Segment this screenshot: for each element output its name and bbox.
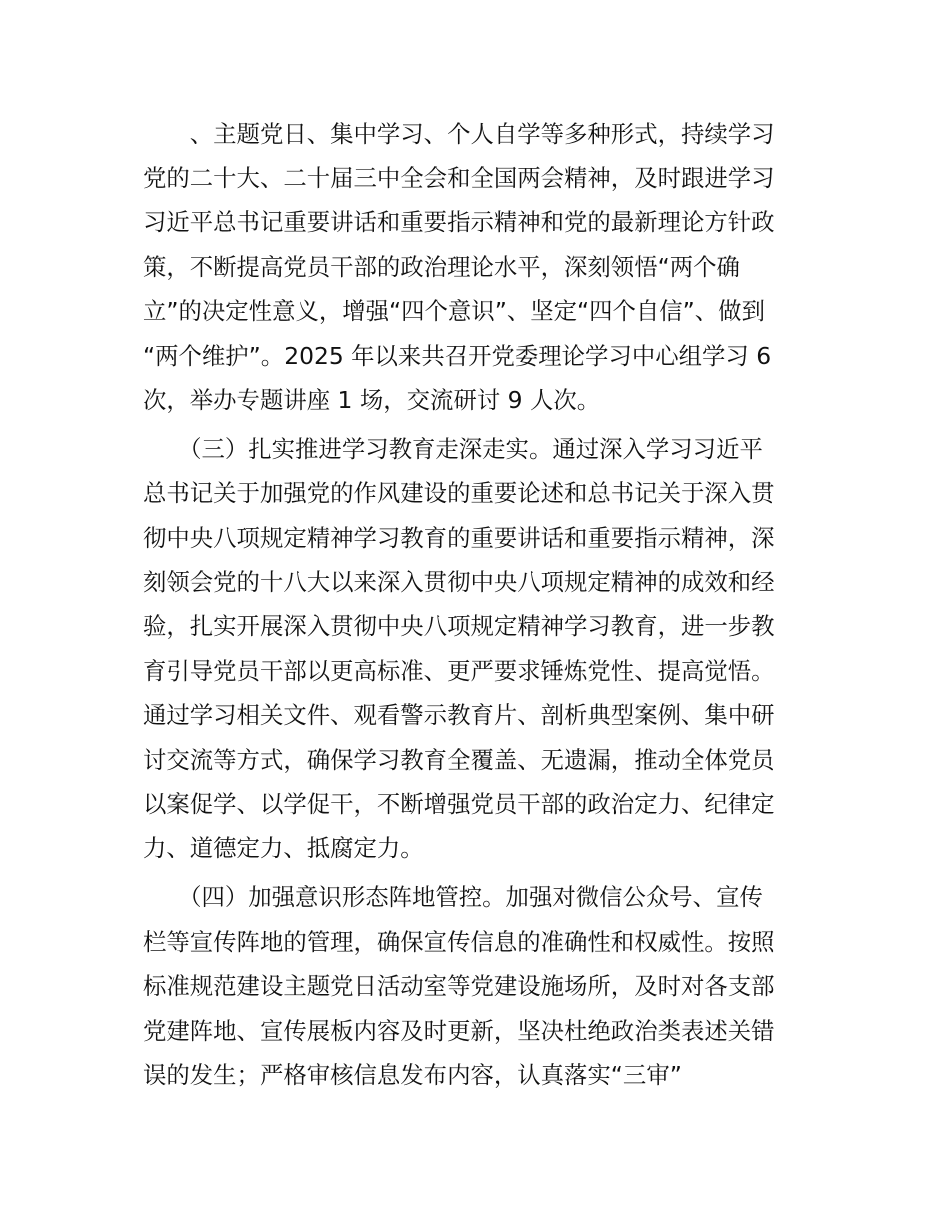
text-line-16: 以案促学、以学促干，不断增强党员干部的政治定力、纪律定 [143, 790, 775, 818]
text-line-17: 力、道德定力、抵腐定力。 [143, 834, 424, 862]
text-line-15: 讨交流等方式，确保学习教育全覆盖、无遗漏，推动全体党员 [143, 746, 775, 774]
text-line-18: （四）加强意识形态阵地管控。加强对微信公众号、宣传 [143, 883, 763, 911]
text-line-22: 误的发生；严格审核信息发布内容，认真落实“三审” [143, 1061, 682, 1089]
text-line-13: 育引导党员干部以更高标准、更严要求锤炼党性、提高觉悟。 [143, 657, 775, 685]
text-line-14: 通过学习相关文件、观看警示教育片、剖析典型案例、集中研 [143, 701, 775, 729]
text-line-5: 立”的决定性意义，增强“四个意识”、坚定“四个自信”、做到 [143, 297, 765, 325]
text-line-10: 彻中央八项规定精神学习教育的重要讲话和重要指示精神，深 [143, 524, 775, 552]
text-line-9: 总书记关于加强党的作风建设的重要论述和总书记关于深入贯 [143, 479, 775, 507]
text-line-12: 验，扎实开展深入贯彻中央八项规定精神学习教育，进一步教 [143, 612, 775, 640]
text-line-2: 党的二十大、二十届三中全会和全国两会精神，及时跟进学习 [143, 164, 775, 192]
text-line-11: 刻领会党的十八大以来深入贯彻中央八项规定精神的成效和经 [143, 568, 775, 596]
text-line-1: 、主题党日、集中学习、个人自学等多种形式，持续学习 [143, 120, 775, 148]
text-line-6: “两个维护”。2025 年以来共召开党委理论学习中心组学习 6 [143, 342, 772, 370]
text-line-19: 栏等宣传阵地的管理，确保宣传信息的准确性和权威性。按照 [143, 928, 775, 956]
text-line-21: 党建阵地、宣传展板内容及时更新，坚决杜绝政治类表述关错 [143, 1017, 775, 1045]
text-line-4: 策，不断提高党员干部的政治理论水平，深刻领悟“两个确 [143, 253, 740, 281]
text-line-3: 习近平总书记重要讲话和重要指示精神和党的最新理论方针政 [143, 208, 775, 236]
text-line-8: （三）扎实推进学习教育走深走实。通过深入学习习近平 [143, 435, 763, 463]
text-line-7: 次，举办专题讲座 1 场，交流研讨 9 人次。 [143, 386, 601, 414]
text-line-20: 标准规范建设主题党日活动室等党建设施场所，及时对各支部 [143, 972, 775, 1000]
